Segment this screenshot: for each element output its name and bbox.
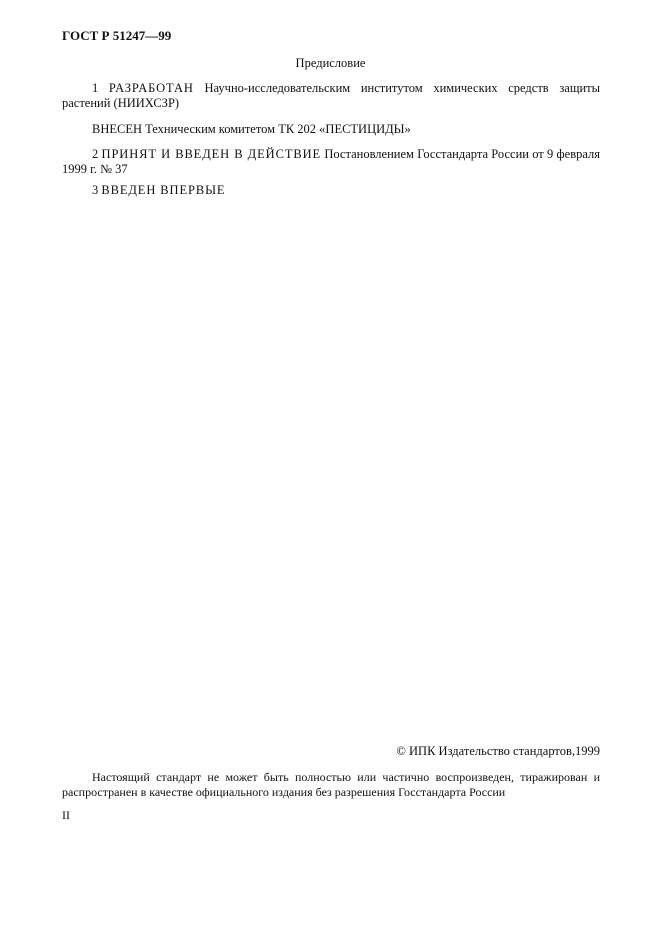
item-text: Постановлением Госстандарта России от 9 февраля 1999 г. № 37	[62, 147, 601, 176]
preface-item-3	[62, 183, 600, 198]
item-number: 1	[92, 81, 99, 95]
item-lead: ПРИНЯТ И ВВЕДЕН В ДЕЙСТВИЕ	[101, 147, 322, 161]
copyright-line: © ИПК Издательство стандартов,1999	[396, 744, 600, 758]
document-code-header: ГОСТ Р 51247—99	[62, 28, 172, 43]
item-number: 3	[92, 183, 99, 197]
preface-item-submitted	[62, 122, 600, 137]
notice-text: Настоящий стандарт не может быть полностью или частично воспроизведен, тиражирован и распространен в качестве официального издания без разрешения Госстандарта России	[62, 770, 600, 799]
item-lead: РАЗРАБОТАН	[108, 81, 194, 95]
section-title: Предисловие	[295, 56, 366, 70]
item-lead: ВНЕСЕН	[92, 122, 142, 136]
page-number: II	[62, 808, 70, 822]
item-lead: ВВЕДЕН ВПЕРВЫЕ	[101, 183, 226, 197]
item-number: 2	[92, 147, 99, 161]
item-text: Научно-исследовательским институтом химических средств защиты растений (НИИХСЗР)	[62, 81, 601, 110]
reproduction-notice	[62, 770, 600, 800]
preface-item-1	[62, 81, 600, 111]
preface-item-2	[62, 147, 600, 177]
item-text: Техническим комитетом ТК 202 «ПЕСТИЦИДЫ»	[142, 122, 411, 136]
